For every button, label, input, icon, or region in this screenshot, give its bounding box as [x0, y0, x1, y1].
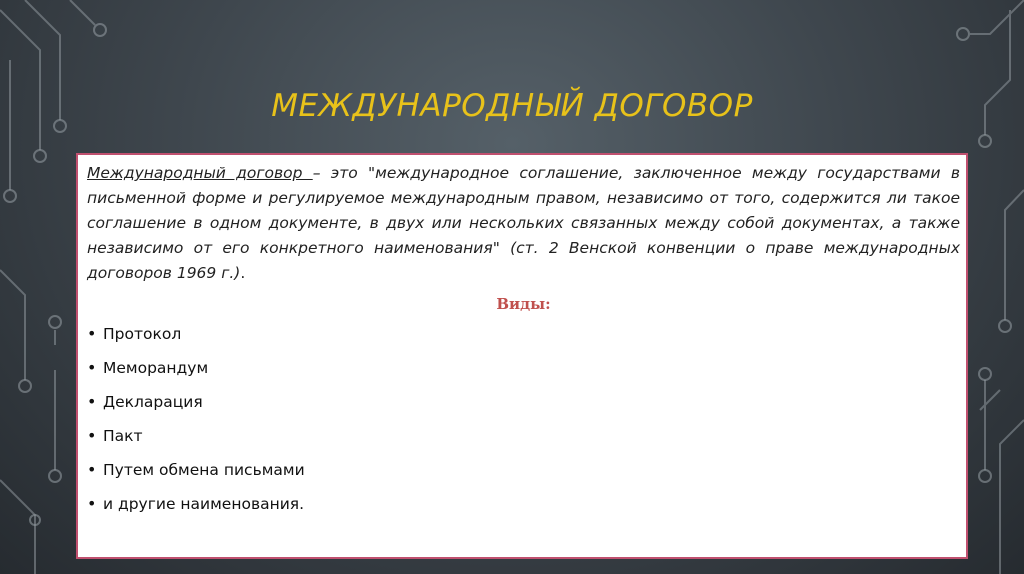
bullet-icon: •: [87, 426, 97, 445]
list-item-label: Путем обмена письмами: [103, 461, 305, 479]
list-item-label: Меморандум: [103, 359, 209, 377]
bullet-icon: •: [87, 324, 97, 343]
bullet-icon: •: [87, 460, 97, 479]
kinds-list: [87, 323, 960, 527]
list-item-label: Пакт: [103, 427, 143, 445]
bullet-icon: •: [87, 392, 97, 411]
bullet-icon: •: [87, 494, 97, 513]
list-item: [87, 391, 960, 425]
list-item: [87, 493, 960, 527]
list-item-label: и другие наименования.: [103, 495, 305, 513]
content-card: [76, 153, 968, 559]
slide-title: МЕЖДУНАРОДНЫЙ ДОГОВОР: [271, 88, 753, 124]
list-item: [87, 459, 960, 493]
list-item: [87, 357, 960, 391]
list-item: [87, 323, 960, 357]
list-item: [87, 425, 960, 459]
kinds-heading: Виды:: [496, 295, 551, 313]
definition-term: Международный договор: [87, 164, 313, 182]
definition-body: – это "международное соглашение, заключенное между государствами в письменной форме и регулируемое международным правом, независимо от того, содержится ли такое соглашение в одном документе, в двух или нескольких связанных между собой документах, а также независимо от его конкретного наименования" (ст. 2 Венской конвенции о праве международных договоров 1969 г.): [87, 164, 960, 282]
definition-tail: .: [240, 264, 246, 282]
list-item-label: Протокол: [103, 325, 182, 343]
list-item-label: Декларация: [103, 393, 203, 411]
definition-paragraph: [87, 161, 960, 286]
bullet-icon: •: [87, 358, 97, 377]
